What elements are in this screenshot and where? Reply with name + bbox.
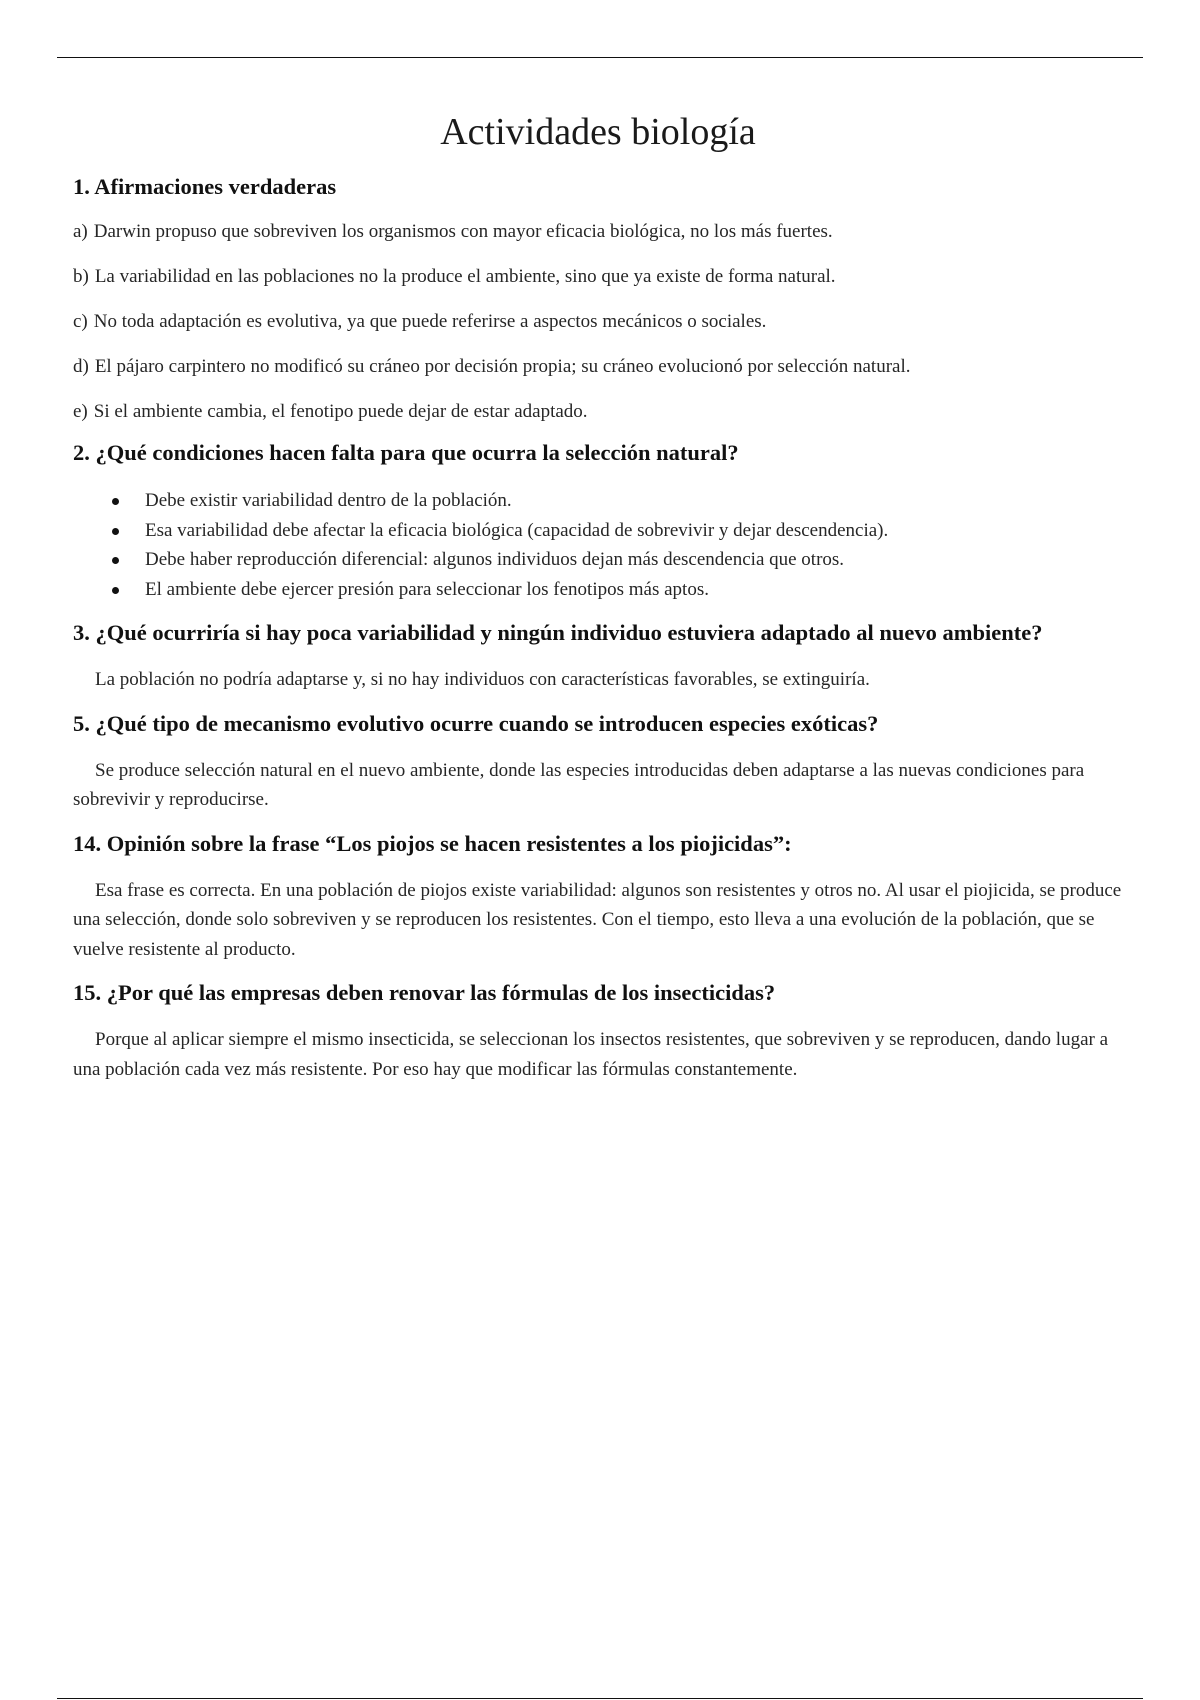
answer-paragraph: La población no podría adaptarse y, si no hay individuos con características favorables, se extinguiría. bbox=[95, 669, 870, 690]
section-heading: 3. ¿Qué ocurriría si hay poca variabilidad y ningún individuo estuviera adaptado al nuevo ambiente? bbox=[73, 620, 1043, 645]
header-rule bbox=[57, 57, 1143, 58]
bullet-item bbox=[145, 486, 1123, 516]
bullet-icon bbox=[112, 528, 119, 535]
bullet-item bbox=[145, 575, 1123, 605]
statement-item bbox=[73, 400, 1123, 424]
section-heading: 2. ¿Qué condiciones hacen falta para que ocurra la selección natural? bbox=[73, 440, 739, 465]
statement-letter: d) bbox=[73, 356, 89, 377]
section-selection-conditions bbox=[73, 438, 1123, 604]
section-heading: 1. Afirmaciones verdaderas bbox=[73, 174, 337, 199]
bullet-icon bbox=[112, 587, 119, 594]
bullet-item bbox=[145, 516, 1123, 546]
statement-item bbox=[73, 310, 1123, 334]
document-page bbox=[73, 108, 1123, 1098]
answer-paragraph: Porque al aplicar siempre el mismo insecticida, se seleccionan los insectos resistentes, que sobreviven y se reproducen, dando lugar a una población cada vez más resistente. Por eso hay que modificar las fórmulas constantemente. bbox=[73, 1029, 1109, 1080]
statement-text: No toda adaptación es evolutiva, ya que puede referirse a aspectos mecánicos o sociales. bbox=[93, 311, 767, 332]
bullet-icon bbox=[112, 557, 119, 564]
statement-item bbox=[73, 355, 1123, 379]
bullet-text: Debe existir variabilidad dentro de la población. bbox=[145, 490, 512, 511]
bullet-list bbox=[73, 486, 1123, 604]
section-exotic-species bbox=[73, 709, 1123, 815]
document-title: Actividades biología bbox=[440, 111, 756, 153]
statement-letter: c) bbox=[73, 311, 88, 332]
section-heading: 14. Opinión sobre la frase “Los piojos se hacen resistentes a los piojicidas”: bbox=[73, 830, 792, 856]
statement-list bbox=[73, 220, 1123, 424]
statement-item bbox=[73, 220, 1123, 244]
section-insecticide-formulas bbox=[73, 978, 1123, 1084]
statement-letter: b) bbox=[73, 266, 89, 287]
footer-rule bbox=[57, 1698, 1143, 1699]
bullet-text: El ambiente debe ejercer presión para seleccionar los fenotipos más aptos. bbox=[145, 578, 709, 600]
statement-text: El pájaro carpintero no modificó su cráneo por decisión propia; su cráneo evolucionó por selección natural. bbox=[94, 356, 911, 377]
statement-letter: a) bbox=[73, 221, 88, 242]
statement-letter: e) bbox=[73, 401, 88, 422]
bullet-item bbox=[145, 545, 1123, 575]
section-heading: 5. ¿Qué tipo de mecanismo evolutivo ocurre cuando se introducen especies exóticas? bbox=[73, 710, 879, 736]
answer-paragraph: Esa frase es correcta. En una población de piojos existe variabilidad: algunos son resistentes y otros no. Al usar el piojicida, se produce una selección, donde solo sobreviven y se reproducen los resistentes. Con el tiempo, esto lleva a una evolución de la población, que se vuelve resistente al producto. bbox=[73, 879, 1122, 960]
bullet-text: Debe haber reproducción diferencial: algunos individuos dejan más descendencia que otros. bbox=[145, 549, 845, 570]
statement-text: Si el ambiente cambia, el fenotipo puede dejar de estar adaptado. bbox=[93, 401, 588, 422]
statement-item bbox=[73, 265, 1123, 289]
statement-text: La variabilidad en las poblaciones no la produce el ambiente, sino que ya existe de forma natural. bbox=[94, 266, 836, 287]
answer-paragraph: Se produce selección natural en el nuevo ambiente, donde las especies introducidas deben adaptarse a las nuevas condiciones para sobrevivir y reproducirse. bbox=[73, 759, 1085, 810]
bullet-icon bbox=[112, 498, 119, 505]
section-lice-resistance bbox=[73, 829, 1123, 965]
bullet-text: Esa variabilidad debe afectar la eficacia biológica (capacidad de sobrevivir y dejar descendencia). bbox=[145, 519, 889, 541]
section-heading: 15. ¿Por qué las empresas deben renovar las fórmulas de los insecticidas? bbox=[73, 980, 776, 1005]
section-low-variability bbox=[73, 618, 1123, 695]
section-true-statements bbox=[73, 172, 1123, 424]
statement-text: Darwin propuso que sobreviven los organismos con mayor eficacia biológica, no los más fuertes. bbox=[93, 221, 833, 242]
